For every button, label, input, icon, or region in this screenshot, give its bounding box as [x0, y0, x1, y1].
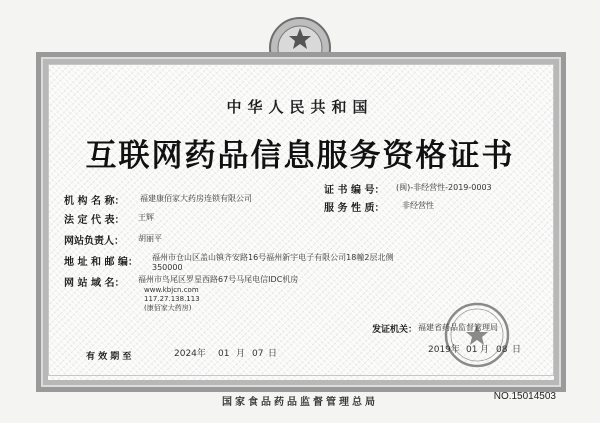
org-name-value: 福建康佰家大药房连锁有限公司 — [140, 194, 252, 203]
issue-day-unit: 日 — [512, 345, 522, 355]
website-note-value: (康佰家大药房) — [144, 304, 192, 312]
cert-no-value: (闽)-非经营性-2019-0003 — [396, 183, 492, 192]
validity-label: 有 效 期 至 — [86, 352, 132, 362]
issue-year: 2019年 — [428, 345, 460, 355]
country-name: 中华人民共和国 — [226, 98, 374, 116]
address-label: 地 址 和 邮 编： — [64, 257, 138, 268]
validity-day: 07 — [252, 349, 264, 359]
issuer-label: 发证机关： — [372, 325, 418, 335]
issuing-agency: 国家食品药品监督管理总局 — [222, 397, 378, 408]
web-responsible-value: 胡丽平 — [138, 234, 162, 243]
legal-rep-value: 王辉 — [138, 213, 154, 222]
website-domain-value: www.kbjcn.com — [144, 286, 199, 294]
issue-month: 01 — [466, 345, 478, 355]
address-value-line2: 350000 — [152, 263, 183, 272]
website-location: 福州市鸟尾区罗星西路67号马尾电信IDC机房 — [138, 275, 299, 284]
issue-month-unit: 月 — [480, 345, 490, 355]
address-value-line1: 福州市仓山区盖山镇齐安路16号福州新宇电子有限公司18幢2层北侧 — [152, 253, 394, 262]
legal-rep-label: 法 定 代 表： — [64, 215, 125, 226]
validity-month-unit: 月 — [236, 349, 246, 359]
cert-no-label: 证 书 编 号： — [324, 185, 385, 196]
official-seal-icon — [442, 300, 512, 370]
website-ip-value: 117.27.138.113 — [144, 295, 200, 303]
validity-year: 2024年 — [174, 349, 206, 359]
website-domain-label: 网 站 域 名： — [64, 278, 125, 289]
issue-day: 08 — [496, 345, 508, 355]
serial-number: NO.15014503 — [493, 391, 556, 402]
service-type-label: 服 务 性 质： — [324, 203, 385, 214]
web-responsible-label: 网站负责人： — [64, 236, 124, 247]
service-type-value: 非经营性 — [402, 201, 434, 210]
issuer-value: 福建省药品监督管理局 — [418, 323, 498, 332]
validity-day-unit: 日 — [268, 349, 278, 359]
org-name-label: 机 构 名 称： — [64, 196, 125, 207]
certificate-title: 互联网药品信息服务资格证书 — [85, 138, 515, 174]
validity-month: 01 — [218, 349, 230, 359]
